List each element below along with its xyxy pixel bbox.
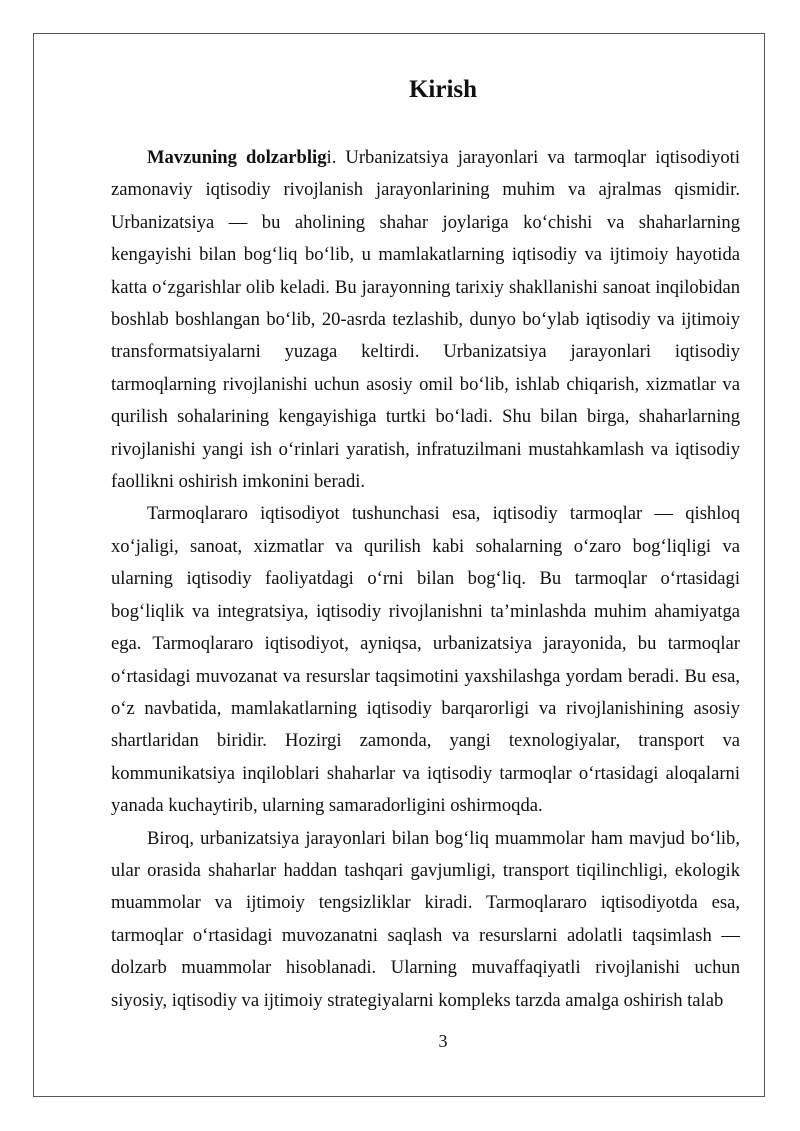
paragraph-text: Biroq, urbanizatsiya jarayonlari bilan bog‘liq muammolar ham mavjud bo‘lib, ular orasida shaharlar haddan tashqari gavjumligi, transport tiqilinchligi, ekologik muammolar va ijtimoiy tengsizliklar kiradi. Tarmoqlararo iqtisodiyotda esa, tarmoqlar o‘rtasidagi muvozanatni saqlash va resurslarni adolatli taqsimlash — dolzarb muammolar hisoblanadi. Ularning muvaffaqiyatli rivojlanishi uchun siyosiy, iqtisodiy va ijtimoiy strategiyalarni kompleks tarzda amalga oshirish talab bbox=[111, 827, 740, 1011]
paragraph-text: i. Urbanizatsiya jarayonlari va tarmoqlar iqtisodiyoti zamonaviy iqtisodiy rivojlanish jarayonlarining muhim va ajralmas qismidir. Urbanizatsiya — bu aholining shahar joylariga ko‘chishi va shaharlarning kengayishi bilan bog‘liq bo‘lib, u mamlakatlarning iqtisodiy va ijtimoiy hayotida katta o‘zgarishlar olib keladi. Bu jarayonning tarixiy shakllanishi sanoat inqilobidan boshlab boshlangan bo‘lib, 20-asrda tezlashib, dunyo bo‘ylab iqtisodiy va ijtimoiy transformatsiyalarni yuzaga keltirdi. Urbanizatsiya jarayonlari iqtisodiy tarmoqlarning rivojlanishi uchun asosiy omil bo‘lib, ishlab chiqarish, xizmatlar va qurilish sohalarining kengayishiga turtki bo‘ladi. Shu bilan birga, shaharlarning rivojlanishi yangi ish o‘rinlari yaratish, infratuzilmani mustahkamlash va iqtisodiy faollikni oshirish imkonini beradi. bbox=[111, 147, 741, 493]
body-text bbox=[111, 142, 740, 1017]
paragraph-1 bbox=[111, 142, 740, 498]
paragraph-2 bbox=[111, 498, 740, 822]
page-number: 3 bbox=[438, 1031, 448, 1051]
paragraph-3 bbox=[111, 823, 740, 1017]
page-title: Kirish bbox=[408, 76, 478, 103]
paragraph-text: Tarmoqlararo iqtisodiyot tushunchasi esa, iqtisodiy tarmoqlar — qishloq xo‘jaligi, sanoat, xizmatlar va qurilish kabi sohalarning o‘zaro bog‘liqligi va ularning iqtisodiy faoliyatdagi o‘rni bilan bog‘liq. Bu tarmoqlar o‘rtasidagi bog‘liqlik va integratsiya, iqtisodiy rivojlanishni ta’minlashda muhim ahamiyatga ega. Tarmoqlararo iqtisodiyot, ayniqsa, urbanizatsiya jarayonida, bu tarmoqlar o‘rtasidagi muvozanat va resurslar taqsimotini yaxshilashga yordam beradi. Bu esa, o‘z navbatida, mamlakatlarning iqtisodiy barqarorligi va rivojlanishining asosiy shartlaridan biridir. Hozirgi zamonda, yangi texnologiyalar, transport va kommunikatsiya inqiloblari shaharlar va iqtisodiy tarmoqlar o‘rtasidagi aloqalarni yanada kuchaytirib, ularning samaradorligini oshirmoqda. bbox=[111, 503, 740, 817]
paragraph-lead: Mavzuning dolzarblig bbox=[147, 147, 327, 168]
